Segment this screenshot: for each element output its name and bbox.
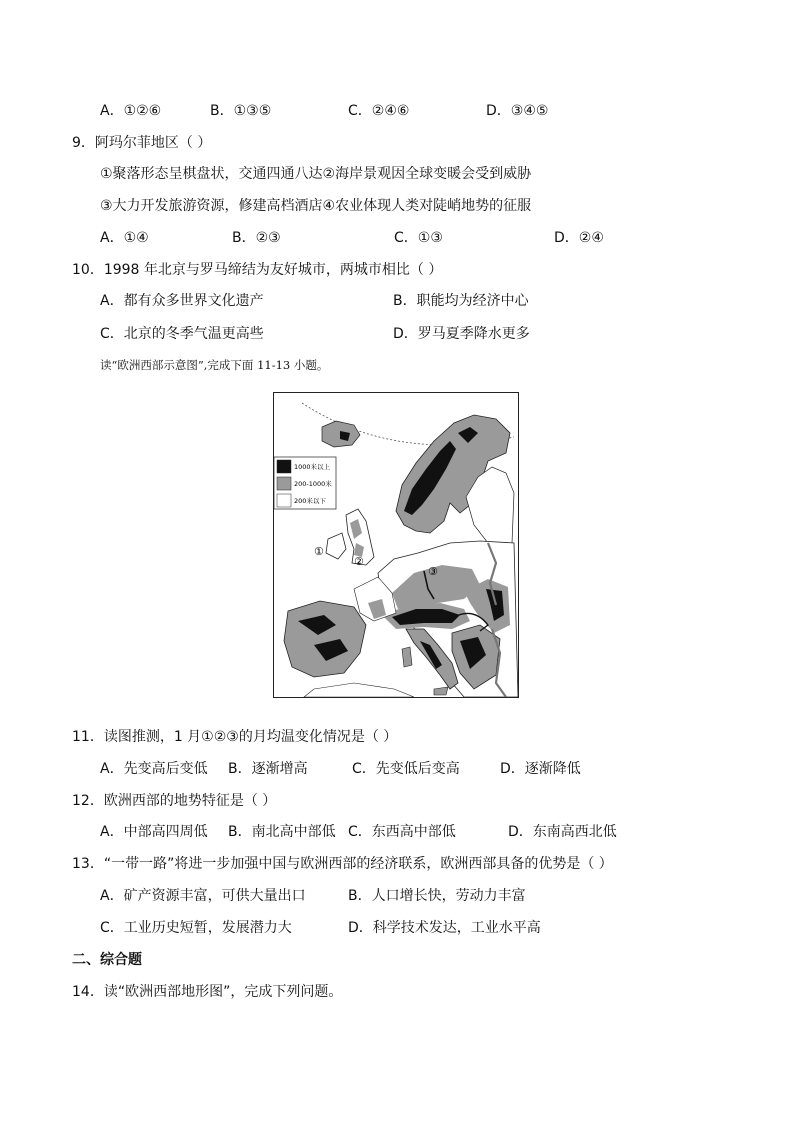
q12-option-a: A．中部高四周低 [100, 824, 208, 840]
legend-swatch-mid [277, 477, 291, 490]
iberia-shape [284, 601, 366, 677]
q13-option-b: B．人口增长快，劳动力丰富 [348, 888, 526, 904]
q9-option-d: D．②④ [554, 230, 604, 246]
q12-stem: 12．欧洲西部的地势特征是（ ） [72, 793, 277, 809]
q9-stem: 9．阿玛尔菲地区（ ） [72, 135, 212, 151]
q8-option-c: C．②④⑥ [348, 103, 410, 119]
section-heading: 二、综合题 [72, 952, 142, 968]
marker-1: ① [314, 545, 324, 558]
q11-option-c: C．先变低后变高 [352, 761, 460, 777]
q12-option-d: D．东南高西北低 [508, 824, 617, 840]
europe-map-svg [274, 393, 518, 697]
legend-label-mid: 200-1000米 [294, 480, 332, 488]
q13-option-d: D．科学技术发达，工业水平高 [348, 920, 541, 936]
q10-option-a: A．都有众多世界文化遗产 [100, 293, 264, 309]
q9-statement-1: ①聚落形态呈棋盘状，交通四通八达②海岸景观因全球变暖会受到威胁 [100, 166, 532, 182]
north-africa-coast [304, 683, 414, 697]
map-legend [274, 457, 336, 509]
sardinia-shape [402, 647, 412, 667]
q9-option-a: A．①④ [100, 230, 149, 246]
legend-label-high: 1000米以上 [294, 463, 331, 471]
q10-stem: 10．1998 年北京与罗马缔结为友好城市，两城市相比（ ） [72, 262, 443, 278]
legend-label-low: 200米以下 [294, 497, 326, 505]
q9-statement-2: ③大力开发旅游资源，修建高档酒店④农业体现人类对陡峭地势的征服 [100, 198, 532, 214]
q9-option-b: B．②③ [232, 230, 281, 246]
q10-option-b: B．职能均为经济中心 [393, 293, 529, 309]
europe-map [273, 392, 519, 698]
q13-stem: 13．“一带一路”将进一步加强中国与欧洲西部的经济联系，欧洲西部具备的优势是（ ） [72, 856, 613, 872]
map-caption: 读“欧洲西部示意图”,完成下面 11-13 小题。 [100, 358, 329, 372]
q12-option-c: C．东西高中部低 [348, 824, 456, 840]
q11-stem: 11．读图推测，1 月①②③的月均温变化情况是（ ） [72, 729, 398, 745]
q14-stem: 14．读“欧洲西部地形图”，完成下列问题。 [72, 984, 343, 1000]
marker-3: ③ [428, 565, 438, 578]
q10-option-c: C．北京的冬季气温更高些 [100, 326, 264, 342]
q13-option-a: A．矿产资源丰富，可供大量出口 [100, 888, 306, 904]
q11-option-a: A．先变高后变低 [100, 761, 208, 777]
ireland-shape [326, 533, 346, 559]
q8-option-b: B．①③⑤ [210, 103, 272, 119]
q11-option-b: B．逐渐增高 [228, 761, 308, 777]
q10-option-d: D．罗马夏季降水更多 [393, 326, 530, 342]
q8-option-a: A．①②⑥ [100, 103, 162, 119]
marker-2: ② [354, 555, 364, 568]
legend-swatch-low [277, 494, 291, 507]
q8-option-d: D．③④⑤ [486, 103, 549, 119]
q9-option-c: C．①③ [394, 230, 443, 246]
sicily-shape [434, 687, 448, 695]
q11-option-d: D．逐渐降低 [500, 761, 581, 777]
legend-swatch-high [277, 460, 291, 473]
q13-option-c: C．工业历史短暂，发展潜力大 [100, 920, 292, 936]
q12-option-b: B．南北高中部低 [228, 824, 336, 840]
